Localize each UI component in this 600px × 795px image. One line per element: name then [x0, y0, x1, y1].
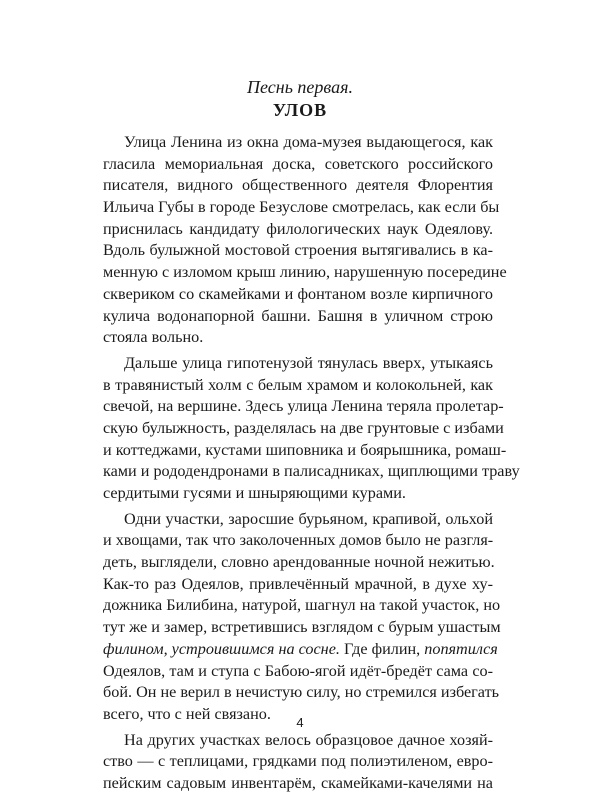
- text-line: Вдоль булыжной мостовой строения вытягивались в ка-: [103, 241, 493, 260]
- text-line: приснилась кандидату филологических наук Одеялову.: [103, 219, 493, 238]
- text-line: Как-то раз Одеялов, привлечённый мрачной, в духе ху-: [103, 574, 493, 593]
- text-line: ками и рододендронами в палисадниках, щиплющими траву: [103, 462, 520, 481]
- text-line: На других участках велось образцовое дачное хозяй-: [124, 730, 493, 749]
- page-number: 4: [296, 715, 304, 730]
- text-line: стояла вольно.: [103, 328, 204, 347]
- text-line: писателя, видного общественного деятеля Флорентия: [103, 176, 493, 195]
- text-line: Дальше улица гипотенузой тянулась вверх, утыкаясь: [124, 353, 493, 372]
- paragraph: [103, 509, 501, 726]
- paragraph: [103, 730, 493, 795]
- text-line: Одеялов, там и ступа с Бабою-ягой идёт-бредёт сама со-: [103, 661, 493, 680]
- text-line: Одни участки, заросшие бурьяном, крапивой, ольхой: [124, 509, 493, 528]
- text-line: сердитыми гусями и шныряющими курами.: [103, 484, 406, 502]
- text-line: тут же и замер, встретившись взглядом с бурым ушастым: [103, 618, 501, 637]
- text-line: менную с изломом крыш линию, нарушенную посередине: [103, 263, 507, 282]
- chapter-title: УЛОВ: [272, 100, 328, 120]
- text-line: филином, устроившимся на сосне. Где филин, попятился: [103, 639, 498, 658]
- text-line: скую булыжность, разделялась на две грунтовые с избами: [103, 418, 504, 437]
- paragraph: [103, 353, 520, 505]
- text-line: пейским садовым инвентарём, скамейками-качелями на: [103, 773, 493, 792]
- text-line: и хвощами, так что заколоченных домов было не разгля-: [103, 531, 494, 550]
- text-line: сквериком со скамейками и фонтаном возле кирпичного: [103, 284, 493, 303]
- text-line: Ильича Губы в городе Безуслове смотрелась, как если бы: [103, 198, 500, 217]
- text-line: кулича водонапорной башни. Башня в уличном строю: [103, 306, 493, 325]
- text-line: всего, что с ней связано.: [103, 704, 271, 723]
- text-line: ство — с теплицами, грядками под полиэтиленом, евро-: [103, 752, 493, 771]
- text-line: деть, выглядели, словно арендованные ночной нежитью.: [103, 553, 495, 572]
- text-line: и коттеджами, кустами шиповника и боярышника, ромаш-: [103, 440, 507, 459]
- text-line: дожника Билибина, натурой, шагнул на такой участок, но: [103, 596, 501, 615]
- body-text: [103, 132, 520, 795]
- paragraph: [103, 132, 507, 349]
- text-line: гласила мемориальная доска, советского российского: [103, 154, 493, 173]
- chapter-subtitle: Песнь первая.: [247, 77, 353, 97]
- text-line: свечой, на вершине. Здесь улица Ленина теряла пролетар-: [103, 397, 504, 416]
- text-line: в травянистый холм с белым храмом и колокольней, как: [103, 375, 493, 394]
- text-line: Улица Ленина из окна дома-музея выдающегося, как: [124, 133, 493, 151]
- text-line: бой. Он не верил в нечистую силу, но стремился избегать: [103, 683, 500, 702]
